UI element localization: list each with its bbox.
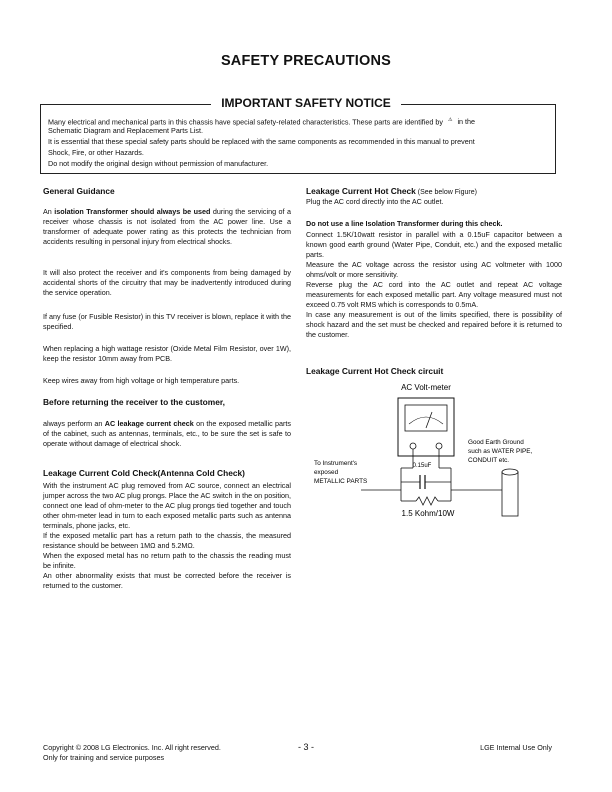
meter-terminal-right bbox=[436, 443, 442, 449]
general-paragraph-3: If any fuse (or Fusible Resistor) in this TV receiver is blown, replace it with the specified. bbox=[43, 312, 291, 331]
meter-label: AC Volt-meter bbox=[401, 383, 451, 392]
page-number: - 3 - bbox=[297, 742, 314, 752]
notice-line-3: It is essential that these special safety parts should be replaced with the same components as recommended in this manual to prevent bbox=[48, 137, 475, 146]
right-label-line-1: Good Earth Ground bbox=[468, 439, 524, 446]
hot-check-warning: Do not use a line Isolation Transformer during this check. bbox=[306, 219, 503, 228]
general-guidance-heading: General Guidance bbox=[43, 186, 115, 196]
footer-copyright: Copyright © 2008 LG Electronics. Inc. All right reserved. bbox=[43, 743, 221, 752]
general-paragraph-4: When replacing a high wattage resistor (Oxide Metal Film Resistor, over 1W), keep the resistor 10mm away from PCB. bbox=[43, 344, 291, 363]
general-paragraph-5: Keep wires away from high voltage or high temperature parts. bbox=[43, 376, 240, 385]
hot-check-circuit-diagram bbox=[306, 380, 562, 520]
notice-line-4: Shock, Fire, or other Hazards. bbox=[48, 148, 144, 157]
general-paragraph-1: An isolation Transformer should always be used during the servicing of a receiver whose chassis is not isolated from the AC power line. Use a transformer of adequate power rating as this protects the technician from accidents resulting in personal injury from electrical shocks. bbox=[43, 207, 292, 246]
right-label-line-3: CONDUIT etc. bbox=[468, 457, 510, 464]
notice-line-5: Do not modify the original design without permission of manufacturer. bbox=[48, 159, 269, 168]
before-returning-heading: Before returning the receiver to the customer, bbox=[43, 397, 225, 407]
capacitor-label: 0.15uF bbox=[412, 463, 432, 469]
footer-training: Only for training and service purposes bbox=[43, 753, 165, 762]
notice-line-2: Schematic Diagram and Replacement Parts List. bbox=[48, 126, 203, 135]
notice-line-1: Many electrical and mechanical parts in this chassis have special safety-related characteristics. These parts are identified by ⚠ in the bbox=[48, 117, 476, 127]
hot-check-heading: Leakage Current Hot Check (See below Figure) bbox=[306, 186, 477, 196]
circuit-heading: Leakage Current Hot Check circuit bbox=[306, 366, 444, 376]
left-label-line-2: exposed bbox=[314, 469, 339, 476]
left-label-line-3: METALLIC PARTS bbox=[314, 478, 368, 485]
page-title: SAFETY PRECAUTIONS bbox=[220, 53, 392, 69]
general-paragraph-2: It will also protect the receiver and it's components from being damaged by accidental shorts of the circuitry that may be inadvertently introduced during the service operation. bbox=[43, 268, 291, 297]
resistor-symbol bbox=[416, 497, 438, 505]
resistor-label: 1.5 Kohm/10W bbox=[401, 509, 455, 518]
hot-check-paragraph: Connect 1.5K/10watt resistor in parallel with a 0.15uF capacitor between a known good earth ground (Water Pipe, Conduit, etc.) and the exposed metallic parts. Measure the AC voltage across the resistor using AC voltmeter with 1000 ohms/volt or more sensitivity. Reverse plug the AC cord into the AC outlet and repeat AC voltage measurements for each exposed metallic part. Any voltage measured must not exceed 0.75 volt RMS which is corresponds to 0.5mA. In case any measurement is out of the limits specified, there is possibility of shock hazard and the set must be checked and repaired before it is returned to the customer. bbox=[306, 230, 562, 339]
left-label-line-1: To Instrument's bbox=[314, 460, 358, 467]
footer-internal: LGE Internal Use Only bbox=[480, 743, 552, 752]
ac-leakage-paragraph: always perform an AC leakage current check on the exposed metallic parts of the cabinet, such as antennas, terminals, etc., to be sure the set is safe to operate without damage of electrical shock. bbox=[43, 419, 291, 448]
hot-check-line-1: Plug the AC cord directly into the AC outlet. bbox=[306, 197, 444, 206]
cold-check-paragraph: With the instrument AC plug removed from AC source, connect an electrical jumper across the two AC plug prongs. Place the AC switch in the on position, connect one lead of ohm-meter to the AC plug prongs tied together and touch other ohm-meter lead in turn to each exposed metallic parts such as antenna terminals, phone jacks, etc. If the exposed metallic part has a return path to the chassis, the measured resistance should be between 1MΩ and 5.2MΩ. When the exposed metal has no return path to the chassis the reading must be infinite. An other abnormality exists that must be corrected before the receiver is returned to the customer. bbox=[43, 481, 291, 590]
right-label-line-2: such as WATER PIPE, bbox=[468, 448, 533, 455]
water-pipe-icon bbox=[502, 472, 518, 516]
meter-terminal-left bbox=[410, 443, 416, 449]
safety-notice-heading: IMPORTANT SAFETY NOTICE bbox=[0, 94, 612, 112]
cold-check-heading: Leakage Current Cold Check(Antenna Cold Check) bbox=[43, 468, 245, 478]
warning-triangle-icon: ⚠ bbox=[447, 117, 453, 123]
